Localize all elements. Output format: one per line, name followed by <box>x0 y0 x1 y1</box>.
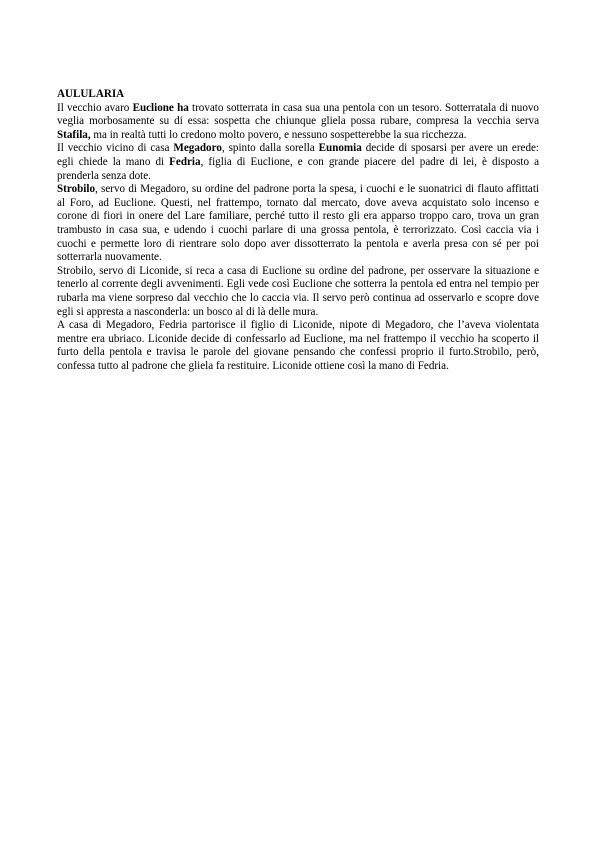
document-title: AULULARIA <box>57 88 125 100</box>
text-run: Il vecchio vicino di casa <box>57 142 174 155</box>
paragraph-4 <box>57 265 539 319</box>
text-run: ma in realtà tutti lo credono molto povero, e nessuno sospetterebbe la sua ricchezza. <box>90 128 467 141</box>
text-run: Il vecchio avaro <box>57 101 133 114</box>
text-run: , spinto dalla sorella <box>221 142 319 155</box>
paragraph-5 <box>57 319 539 373</box>
text-run: decide di sposarsi per avere un erede: egli chiede la mano di <box>57 142 540 168</box>
text-run: , figlia di Euclione, e con grande piacere del padre di lei, è disposto a prenderla senza dote. <box>57 155 539 182</box>
bold-name-euclione: Euclione ha <box>132 101 189 114</box>
bold-name-fedria: Fedria <box>169 155 201 168</box>
text-run: Strobilo, servo di Liconide, si reca a casa di Euclione su ordine del padrone, per osservare la situazione e tenerlo al corrente degli avvenimenti. Egli vede così Euclione che sotterra la pentola ed entra nel tempio per rubarla ma viene sorpreso dal vecchio che lo caccia via. Il servo però continua ad osservarlo e scopre dove egli si appresta a nasconderla: un bosco al di là delle mura. <box>57 264 539 318</box>
paragraph-1 <box>57 102 539 143</box>
document-body <box>57 88 539 373</box>
bold-name-strobilo: Strobilo <box>57 183 96 196</box>
paragraph-2 <box>57 142 539 183</box>
bold-name-megadoro: Megadoro <box>173 142 222 155</box>
text-run: A casa di Megadoro, Fedria partorisce il figlio di Liconide, nipote di Megadoro, che l’aveva violentata mentre era ubriaco. Liconide decide di confessarlo ad Euclione, ma nel frattempo il vecchio ha scoperto il furto della pentola e travisa le parole del giovane pensando che confessi proprio il furto.Strobilo, però, confessa tutto al padrone che gliela fa restituire. Liconide ottiene così la mano di Fedria. <box>57 319 539 372</box>
text-run: trovato sotterrata in casa sua una pentola con un tesoro. Sotterratala di nuovo veglia morbosamente su di essa: sospetta che chiunque gliela possa rubare, compresa la vecchia serva <box>57 101 539 128</box>
paragraph-3 <box>57 183 539 265</box>
bold-name-stafila: Stafila, <box>57 128 91 141</box>
text-run: , servo di Megadoro, su ordine del padrone porta la spesa, i cuochi e le suonatrici di flauto affittati al Foro, ad Euclione. Questi, nel frattempo, tornato dal mercato, dove aveva acquistato solo incenso e corone di fiori in onere del Lare familiare, perché tutto il resto gli era apparso troppo caro, trova un gran trambusto in casa sua, e udendo i cuochi parlare di una grossa pentola, è terrorizzato. Così caccia via i cuochi e permette loro di rientrare solo dopo aver dissotterrato la pentola e averla presa con sé per poi sotterrarla nuovamente. <box>57 183 539 264</box>
bold-name-eunomia: Eunomia <box>318 142 362 155</box>
